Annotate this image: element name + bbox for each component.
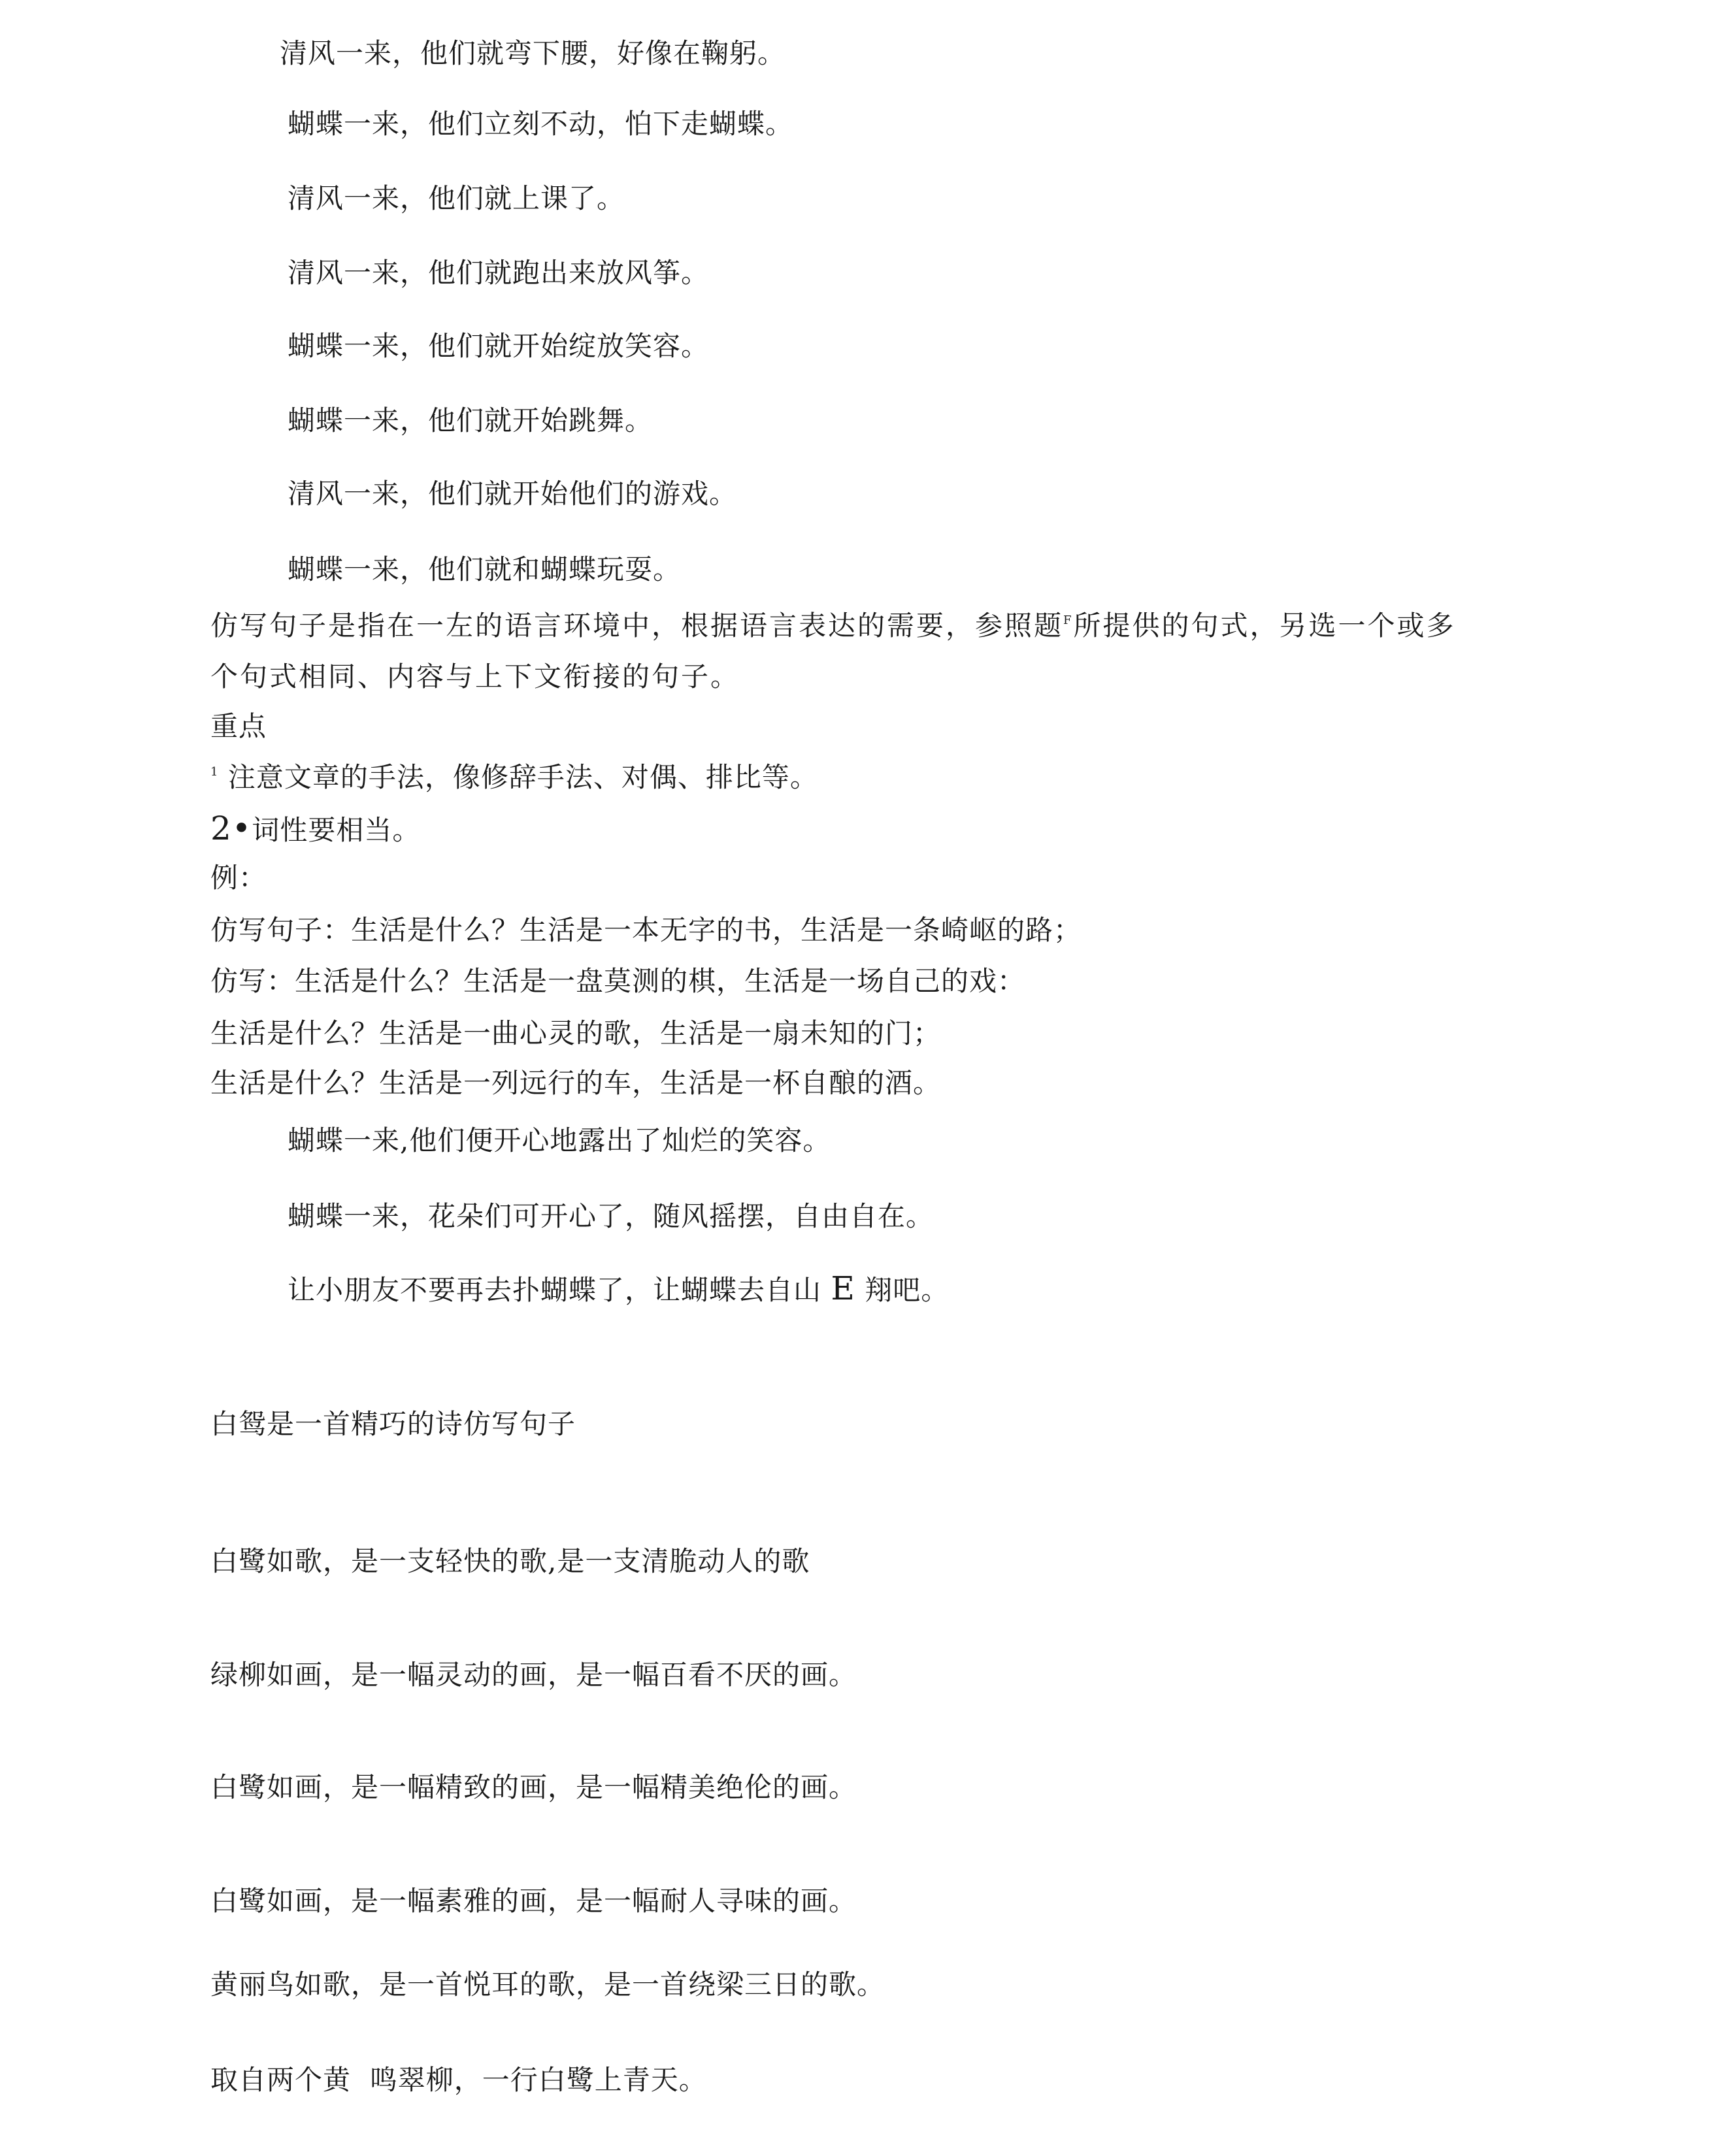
example-line-3: 生活是什么？生活是一曲心灵的歌，生活是一扇未知的门；	[210, 1017, 942, 1049]
poem-line-5: 黄丽鸟如歌，是一首悦耳的歌，是一首绕梁三日的歌。	[210, 1968, 885, 2001]
key-point-2-text: 词性要相当。	[252, 814, 421, 846]
definition-paragraph-line-2: 个句式相同、内容与上下文衔接的句子。	[210, 661, 740, 693]
text-line-3: 清风一来，他们就上课了。	[288, 182, 625, 214]
definition-text-b: 所提供的句式，另选一个或多	[1073, 610, 1456, 642]
key-point-1-text: 注意文章的手法，像修辞手法、对偶、排比等。	[227, 761, 818, 793]
text-line-6: 蝴蝶一来，他们就开始跳舞。	[288, 404, 653, 436]
example-line-4: 生活是什么？生活是一列远行的车，生活是一杯自酿的酒。	[210, 1067, 942, 1099]
poem-line-3: 白鹭如画，是一幅精致的画，是一幅精美绝伦的画。	[210, 1771, 857, 1803]
poem-source-a: 取自两个黄	[210, 2064, 352, 2096]
text-line-11	[288, 1270, 949, 1309]
section-heading: 白鸳是一首精巧的诗仿写句子	[210, 1408, 576, 1440]
text-line-10: 蝴蝶一来，花朵们可开心了，随风摇摆，自由自在。	[288, 1200, 934, 1232]
definition-text-a: 仿写句子是指在一左的语言环境中，根据语言表达的需要，参照题	[210, 610, 1064, 642]
superscript-1: 1	[210, 765, 219, 779]
text-line-11-a: 让小朋友不要再去扑蝴蝶了，让蝴蝶去自山	[288, 1274, 822, 1306]
poem-source-b: 鸣翠柳，一行白鹭上青天。	[369, 2064, 707, 2096]
text-line-9: 蝴蝶一来,他们便开心地露出了灿烂的笑容。	[288, 1124, 831, 1156]
text-line-4: 清风一来，他们就跑出来放风筝。	[288, 257, 710, 289]
text-line-7: 清风一来，他们就开始他们的游戏。	[288, 478, 738, 510]
example-line-2: 仿写：生活是什么？生活是一盘莫测的棋，生活是一场自己的戏：	[210, 965, 1026, 997]
text-line-8: 蝴蝶一来，他们就和蝴蝶玩耍。	[288, 553, 682, 585]
letter-e: E	[831, 1269, 855, 1307]
key-points-heading: 重点	[210, 710, 267, 742]
text-line-2: 蝴蝶一来，他们立刻不动，怕下走蝴蝶。	[288, 108, 794, 140]
poem-line-4: 白鹭如画，是一幅素雅的画，是一幅耐人寻味的画。	[210, 1885, 857, 1917]
superscript-f: F	[1063, 613, 1074, 627]
example-line-1: 仿写句子：生活是什么？生活是一本无字的书，生活是一条崎岖的路；	[210, 914, 1082, 946]
text-line-11-b: 翔吧。	[865, 1274, 950, 1306]
key-point-1	[210, 759, 818, 796]
example-label: 例：	[210, 862, 267, 894]
text-line-1: 清风一来，他们就弯下腰，好像在鞠躬。	[280, 37, 786, 69]
poem-source-line	[210, 2062, 707, 2099]
key-point-2-number: 2•	[210, 809, 252, 847]
key-point-2	[210, 810, 420, 849]
poem-line-2: 绿柳如画，是一幅灵动的画，是一幅百看不厌的画。	[210, 1659, 857, 1691]
poem-line-1: 白鹭如歌，是一支轻快的歌,是一支清脆动人的歌	[210, 1545, 810, 1577]
text-line-5: 蝴蝶一来，他们就开始绽放笑容。	[288, 330, 710, 362]
definition-paragraph-line-1	[210, 608, 1456, 644]
